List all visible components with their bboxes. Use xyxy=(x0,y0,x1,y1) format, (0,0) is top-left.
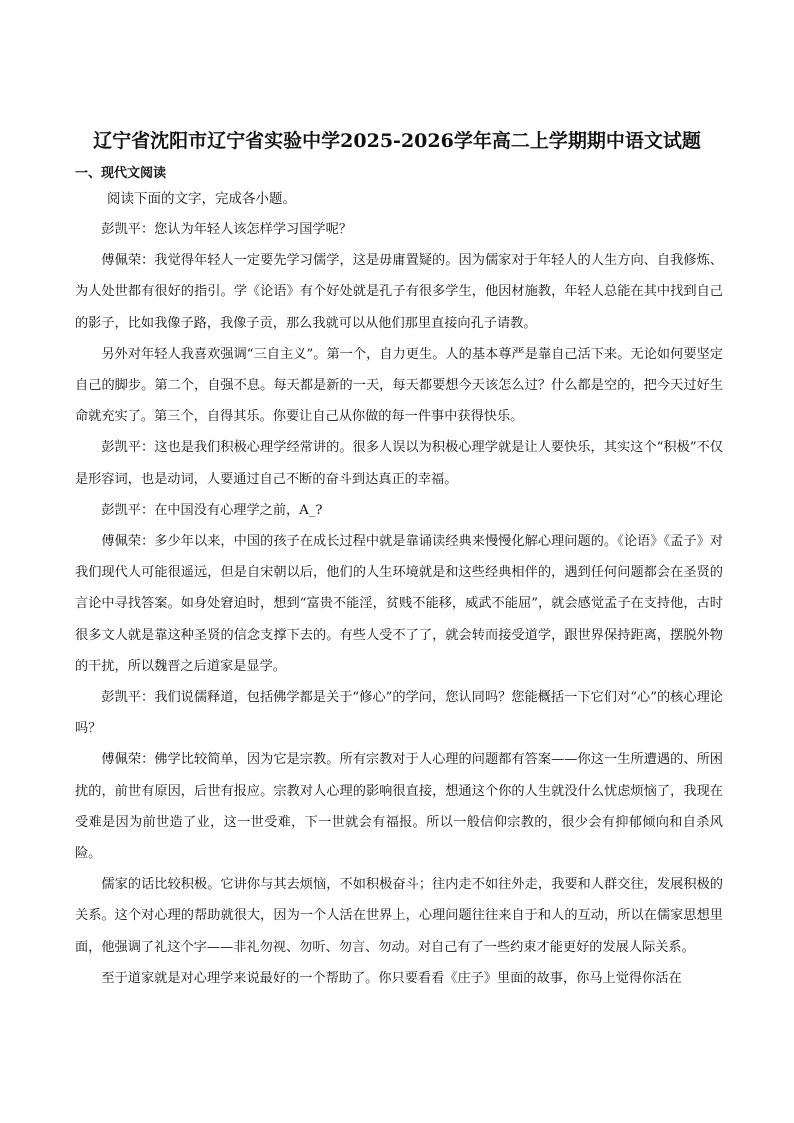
paragraph: 傅佩荣：多少年以来，中国的孩子在成长过程中就是靠诵读经典来慢慢化解心理问题的。《论语》《孟子》对我们现代人可能很遥远，但是自宋朝以后，他们的人生环境就是和这些经典相伴的，遇到任何问题都会在圣贤的言论中寻找答案。如身处窘迫时，想到“富贵不能淫，贫贱不能移，威武不能屈”，就会感觉孟子在支持他，古时很多文人就是靠这种圣贤的信念支撑下去的。有些人受不了了，就会转而接受道学，跟世界保持距离，摆脱外物的干扰，所以魏晋之后道家是显学。 xyxy=(75,534,723,674)
paragraph: 儒家的话比较积极。它讲你与其去烦恼，不如积极奋斗；往内走不如往外走，我要和人群交往，发展积极的关系。这个对心理的帮助就很大，因为一个人活在世界上，心理问题往往来自于和人的互动，所以在儒家思想里面，他强调了礼这个字——非礼勿视、勿听、勿言、勿动。对自己有了一些约束才能更好的发展人际关系。 xyxy=(75,877,723,955)
paragraph: 彭凯平：您认为年轻人该怎样学习国学呢？ xyxy=(101,222,352,237)
paragraph: 彭凯平：在中国没有心理学之前，A_? xyxy=(101,502,323,518)
section-heading: 一、现代文阅读 xyxy=(75,166,167,181)
paragraph: 另外对年轻人我喜欢强调“三自主义”。第一个，自力更生。人的基本尊严是靠自己活下来。无论如何要坚定自己的脚步。第二个，自强不息。每天都是新的一天，每天都要想今天该怎么过？什么都是空的，把今天过好生命就充实了。第三个，自得其乐。你要让自己从你做的每一件事中获得快乐。 xyxy=(75,346,723,425)
paragraph: 傅佩荣：我觉得年轻人一定要先学习儒学，这是毋庸置疑的。因为儒家对于年轻人的人生方向、自我修炼、为人处世都有很好的指引。学《论语》有个好处就是孔子有很多学生，他因材施教，年轻人总能在其中找到自己的影子，比如我像子路，我像子贡，那么我就可以从他们那里直接向孔子请教。 xyxy=(75,253,723,331)
paragraph: 至于道家就是对心理学来说最好的一个帮助了。你只要看看《庄子》里面的故事，你马上觉得你活在 xyxy=(101,970,682,986)
paragraph: 彭凯平：我们说儒释道，包括佛学都是关于“修心”的学问，您认同吗？您能概括一下它们对“心”的核心理论吗？ xyxy=(75,690,723,737)
document-title: 辽宁省沈阳市辽宁省实验中学2025-2026学年高二上学期期中语文试题 xyxy=(93,130,701,152)
paragraph: 彭凯平：这也是我们积极心理学经常讲的。很多人误以为积极心理学就是让人要快乐，其实这个“积极”不仅是形容词，也是动词，人要通过自己不断的奋斗到达真正的幸福。 xyxy=(75,440,723,487)
paragraph: 傅佩荣：佛学比较简单，因为它是宗教。所有宗教对于人心理的问题都有答案——你这一生所遭遇的、所困扰的，前世有原因，后世有报应。宗教对人心理的影响很直接，想通这个你的人生就没什么忧虑烦恼了，我现在受难是因为前世造了业，这一世受难，下一世就会有福报。所以一般信仰宗教的，很少会有抑郁倾向和自杀风险。 xyxy=(75,752,723,862)
reading-instruction: 阅读下面的文字，完成各小题。 xyxy=(107,191,296,207)
reading-passage xyxy=(75,214,723,994)
